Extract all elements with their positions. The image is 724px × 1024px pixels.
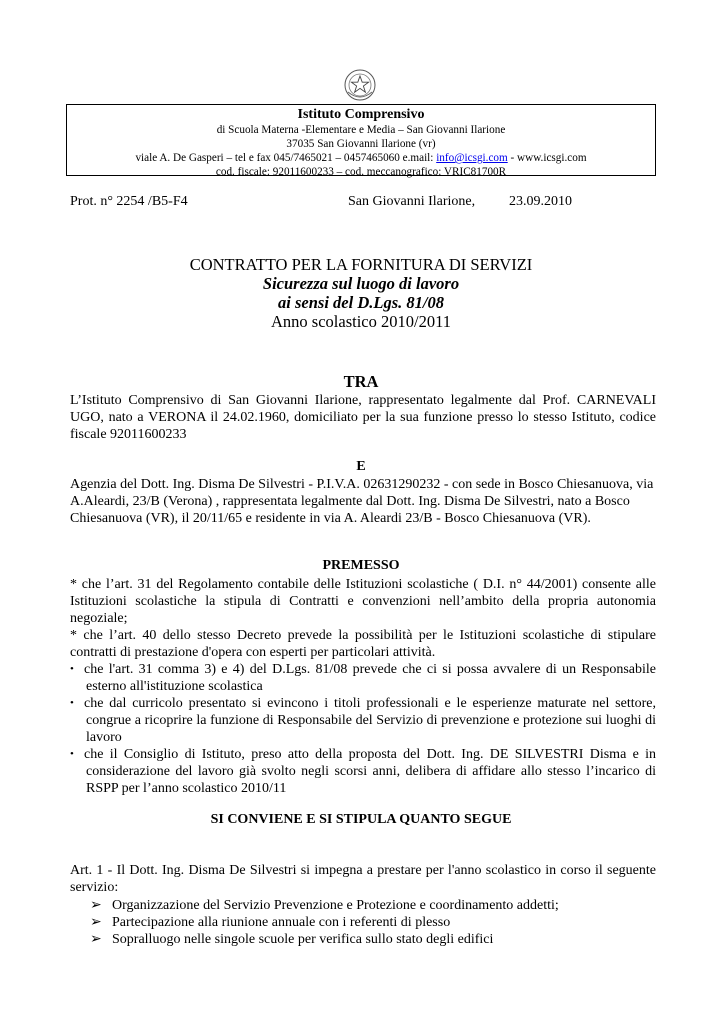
protocol-number: Prot. n° 2254 /B5-F4 (70, 194, 188, 209)
contract-title: CONTRATTO PER LA FORNITURA DI SERVIZI (189, 255, 533, 274)
website-text: - www.icsgi.com (510, 152, 587, 164)
arrow-bullet-icon: ➢ (90, 932, 102, 947)
premesso-clause-1: * che l’art. 31 del Regolamento contabile delle Istituzioni scolastiche ( D.I. n° 44/2001) consente alle Istituzioni scolastiche la stipula di Contratti e convenzioni nell’ambito della propria autonomia negoziale; (70, 577, 656, 626)
list-item-text: Partecipazione alla riunione annuale con i referenti di plesso (112, 915, 451, 930)
article-1-text: Art. 1 - Il Dott. Ing. Disma De Silvestri si impegna a prestare per l'anno scolastico in corso il seguente servizio: (70, 863, 656, 895)
school-name: Istituto Comprensivo (297, 107, 425, 122)
school-year: Anno scolastico 2010/2011 (271, 312, 451, 331)
premesso-bullet-1 (70, 661, 656, 695)
bullet-text: che l'art. 31 comma 3) e 4) del D.Lgs. 81/08 prevede che ci si possa avvalere di un Responsabile esterno all'istituzione scolastica (84, 662, 656, 694)
list-item (90, 897, 656, 914)
list-item-text: Organizzazione del Servizio Prevenzione e Protezione e coordinamento addetti; (112, 898, 559, 913)
list-item (90, 931, 656, 948)
school-contacts (67, 151, 655, 165)
e-paragraph: Agenzia del Dott. Ing. Disma De Silvestri - P.I.V.A. 02631290232 - con sede in Bosco Chiesanuova, via A.Aleardi, 23/B (Verona) , rappresentata legalmente dal Dott. Ing. Disma De Silvestri, nato a Bosco Chiesanuova (VR), il 20/11/65 e residente in via A. Aleardi 23/B - Bosco Chiesanuova (VR). (70, 477, 654, 526)
premesso-heading: PREMESSO (322, 558, 400, 573)
premesso-bullet-2 (70, 695, 656, 746)
bullet-text: che il Consiglio di Istituto, preso atto della proposta del Dott. Ing. DE SILVESTRI Disma e in considerazione del lavoro già svolto negli scorsi anni, delibera di affidare allo stesso l’incarico di RSPP per l’anno scolastico 2010/11 (84, 747, 656, 796)
contract-subject: Sicurezza sul luogo di lavoro (262, 274, 460, 293)
italian-republic-emblem-icon (343, 68, 377, 102)
school-postal-address: 37035 San Giovanni Ilarione (vr) (286, 138, 436, 150)
list-item-text: Sopralluogo nelle singole scuole per verifica sullo stato degli edifici (112, 932, 494, 947)
bullet-text: che dal curricolo presentato si evincono i titoli professionali e le esperienze maturate nel settore, congrue a ricoprire la funzione di Responsabile del Servizio di prevenzione e protezione sui luoghi di lavoro (84, 696, 656, 745)
bullet-glyph: • (70, 697, 74, 709)
fiscal-codes: cod. fiscale: 92011600233 – cod. meccanografico: VRIC81700R (215, 166, 507, 178)
letterhead-box (66, 104, 656, 176)
e-heading: E (356, 459, 366, 474)
premesso-clause-2: * che l’art. 40 dello stesso Decreto prevede la possibilità per le Istituzioni scolastiche di stipulare contratti di prestazione d'opera con esperti per particolari attività. (70, 628, 656, 660)
arrow-bullet-icon: ➢ (90, 915, 102, 930)
contacts-prefix: viale A. De Gasperi – tel e fax 045/7465021 – 0457465060 e.mail: (135, 152, 434, 164)
list-item (90, 914, 656, 931)
contract-law-reference: ai sensi del D.Lgs. 81/08 (278, 293, 444, 312)
bullet-glyph: • (70, 748, 74, 760)
school-description: di Scuola Materna -Elementare e Media – San Giovanni Ilarione (216, 124, 506, 136)
article-1-service-list (90, 897, 656, 948)
protocol-place: San Giovanni Ilarione, (348, 194, 476, 209)
email-link[interactable]: info@icsgi.com (436, 152, 508, 164)
agreement-heading: SI CONVIENE E SI STIPULA QUANTO SEGUE (210, 812, 512, 827)
tra-heading: TRA (343, 372, 379, 391)
protocol-date: 23.09.2010 (509, 194, 572, 209)
bullet-glyph: • (70, 663, 74, 675)
contract-title-block (66, 255, 656, 331)
arrow-bullet-icon: ➢ (90, 898, 102, 913)
premesso-bullet-3 (70, 746, 656, 797)
tra-paragraph: L’Istituto Comprensivo di San Giovanni Ilarione, rappresentato legalmente dal Prof. CARNEVALI UGO, nato a VERONA il 24.02.1960, domiciliato per la sua funzione presso lo stesso Istituto, codice fiscale 92011600233 (70, 393, 656, 442)
